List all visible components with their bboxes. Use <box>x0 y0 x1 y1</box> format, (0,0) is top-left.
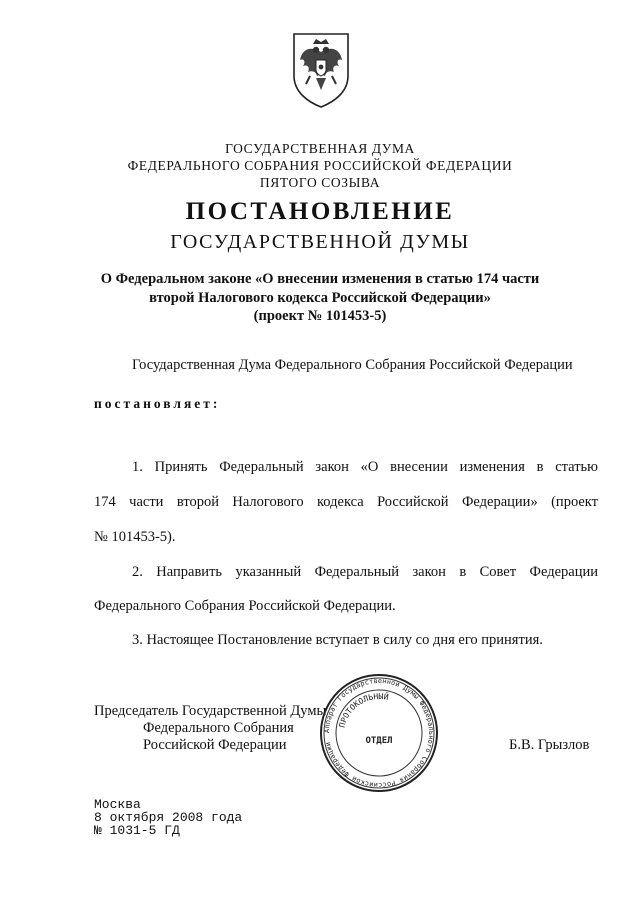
item-1-line-1: 1. Принять Федеральный закон «О внесении изменения в статью <box>132 459 598 475</box>
date: 8 октября 2008 года <box>94 810 243 825</box>
convocation-line: ПЯТОГО СОЗЫВА <box>259 175 381 190</box>
signatory-title-line-3: Российской Федерации <box>143 737 287 753</box>
item-2-line-2: Федерального Собрания Российской Федерации. <box>94 598 396 614</box>
stamp-outer-text: Аппарат Государственной Думы Федерального Собрания Российской Федерации <box>322 676 436 790</box>
item-2-line-1: 2. Направить указанный Федеральный закон в Совет Федерации <box>132 564 598 580</box>
stamp-inner-text: ПРОТОКОЛЬНЫЙ <box>337 691 390 729</box>
org-name-line-2: ФЕДЕРАЛЬНОГО СОБРАНИЯ РОССИЙСКОЙ ФЕДЕРАЦИИ <box>127 158 513 173</box>
signatory-title-line-2: Федерального Собрания <box>143 720 294 736</box>
stamp-center-text: ОТДЕЛ <box>365 736 393 746</box>
preamble-text: Государственная Дума Федерального Собрания Российской Федерации <box>132 357 573 373</box>
subject-line-2: второй Налогового кодекса Российской Федерации» <box>149 290 491 306</box>
signatory-title-line-1: Председатель Государственной Думы <box>94 703 327 719</box>
resolution-number: № 1031-5 ГД <box>94 823 180 838</box>
city: Москва <box>94 797 141 812</box>
document-type-title: ПОСТАНОВЛЕНИЕ <box>185 198 455 225</box>
item-3-text: 3. Настоящее Постановление вступает в силу со дня его принятия. <box>132 632 543 648</box>
document-issuer: ГОСУДАРСТВЕННОЙ ДУМЫ <box>170 231 470 253</box>
item-1-line-2: 174 части второй Налогового кодекса Российской Федерации» (проект <box>94 494 598 510</box>
subject-line-1: О Федеральном законе «О внесении изменения в статью 174 части <box>100 271 540 287</box>
item-1-line-3: № 101453-5). <box>94 529 176 545</box>
org-name-line-1: ГОСУДАРСТВЕННАЯ ДУМА <box>225 141 415 156</box>
decree-word: постановляет: <box>94 396 221 411</box>
official-stamp <box>318 672 440 794</box>
draft-number: (проект № 101453-5) <box>253 308 387 324</box>
signatory-name: Б.В. Грызлов <box>509 737 590 753</box>
russian-coat-of-arms-icon <box>286 30 356 110</box>
